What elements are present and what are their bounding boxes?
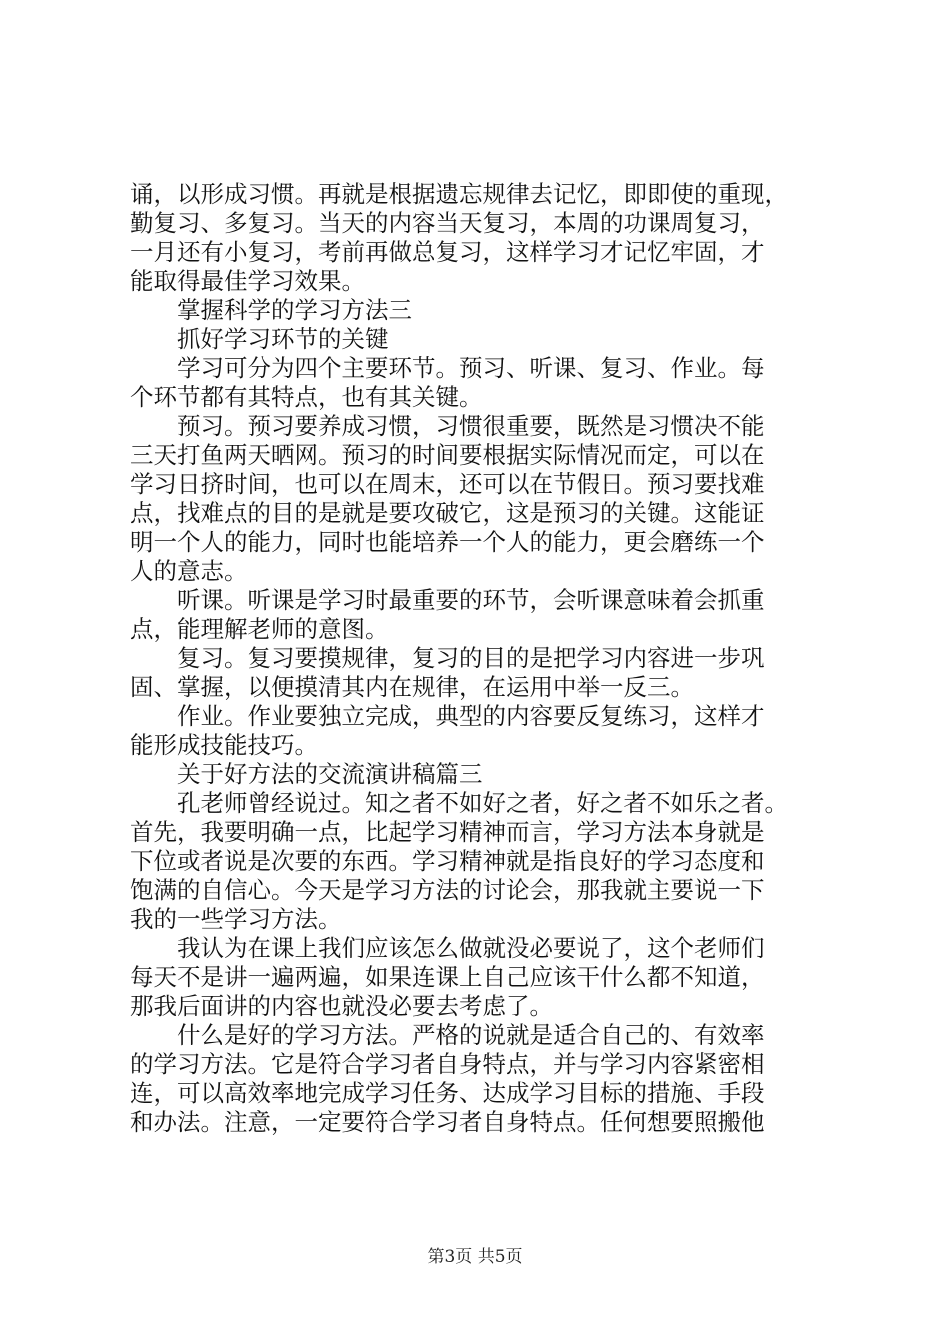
text-line: 首先，我要明确一点，比起学习精神而言，学习方法本身就是 (130, 818, 765, 846)
text-line: 人的意志。 (130, 557, 248, 585)
text-line: 我的一些学习方法。 (130, 905, 342, 933)
text-line: 学习可分为四个主要环节。预习、听课、复习、作业。每 (177, 354, 765, 382)
text-line: 点，能理解老师的意图。 (130, 615, 389, 643)
text-line: 复习。复习要摸规律，复习的目的是把学习内容进一步巩 (177, 644, 765, 672)
text-line: 什么是好的学习方法。严格的说就是适合自己的、有效率 (177, 1021, 765, 1049)
text-line: 预习。预习要养成习惯，习惯很重要，既然是习惯决不能 (177, 412, 765, 440)
text-line: 诵，以形成习惯。再就是根据遗忘规律去记忆，即即使的重现， (130, 180, 788, 208)
text-line: 能形成技能技巧。 (130, 731, 318, 759)
text-line: 点，找难点的目的是就是要攻破它，这是预习的关键。这能证 (130, 499, 765, 527)
text-line: 掌握科学的学习方法三 (177, 296, 412, 324)
text-line: 关于好方法的交流演讲稿篇三 (177, 760, 483, 788)
text-line: 能取得最佳学习效果。 (130, 267, 365, 295)
text-line: 抓好学习环节的关键 (177, 325, 389, 353)
document-body (130, 180, 835, 1137)
text-line: 那我后面讲的内容也就没必要去考虑了。 (130, 992, 553, 1020)
text-line: 一月还有小复习，考前再做总复习，这样学习才记忆牢固，才 (130, 238, 765, 266)
page-footer: 第3页 共5页 (427, 1247, 523, 1267)
text-line: 下位或者说是次要的东西。学习精神就是指良好的学习态度和 (130, 847, 765, 875)
text-line: 三天打鱼两天晒网。预习的时间要根据实际情况而定，可以在 (130, 441, 765, 469)
text-line: 和办法。注意，一定要符合学习者自身特点。任何想要照搬他 (130, 1108, 765, 1136)
text-line: 固、掌握，以便摸清其内在规律，在运用中举一反三。 (130, 673, 694, 701)
text-line: 作业。作业要独立完成，典型的内容要反复练习，这样才 (177, 702, 765, 730)
text-line: 勤复习、多复习。当天的内容当天复习，本周的功课周复习， (130, 209, 765, 237)
text-line: 个环节都有其特点，也有其关键。 (130, 383, 483, 411)
text-line: 明一个人的能力，同时也能培养一个人的能力，更会磨练一个 (130, 528, 765, 556)
text-line: 饱满的自信心。今天是学习方法的讨论会，那我就主要说一下 (130, 876, 765, 904)
text-line: 每天不是讲一遍两遍，如果连课上自己应该干什么都不知道， (130, 963, 765, 991)
text-line: 的学习方法。它是符合学习者自身特点，并与学习内容紧密相 (130, 1050, 765, 1078)
text-line: 我认为在课上我们应该怎么做就没必要说了，这个老师们 (177, 934, 765, 962)
text-line: 学习日挤时间，也可以在周末，还可以在节假日。预习要找难 (130, 470, 765, 498)
text-line: 连，可以高效率地完成学习任务、达成学习目标的措施、手段 (130, 1079, 765, 1107)
text-line: 听课。听课是学习时最重要的环节，会听课意味着会抓重 (177, 586, 765, 614)
text-line: 孔老师曾经说过。知之者不如好之者，好之者不如乐之者。 (177, 789, 788, 817)
